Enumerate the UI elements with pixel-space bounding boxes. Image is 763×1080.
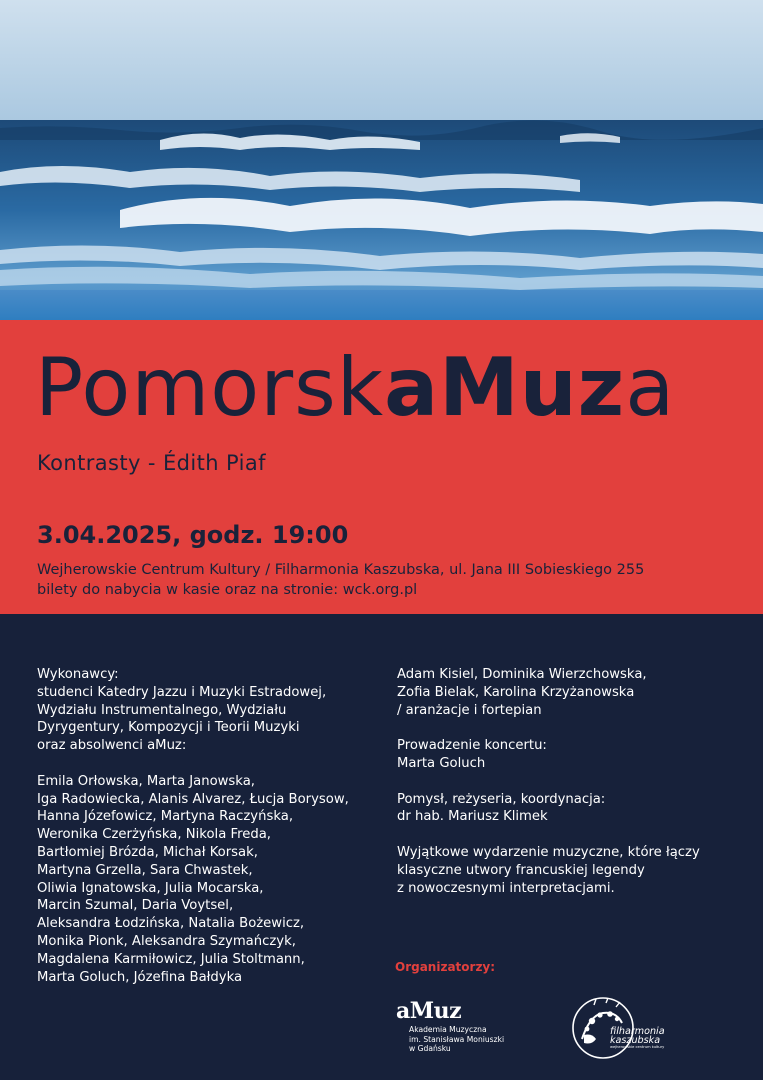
title-part-bold: aMuz <box>384 341 626 434</box>
text-line: Monika Pionk, Aleksandra Szymańczyk, <box>37 933 296 949</box>
event-venue <box>37 560 644 600</box>
text-line: Emila Orłowska, Marta Janowska, <box>37 773 255 789</box>
text-line: Iga Radowiecka, Alanis Alvarez, Łucja Borysow, <box>37 791 349 807</box>
text-line: Wydziału Instrumentalnego, Wydziału <box>37 702 287 718</box>
amuz-wordmark: aMuz <box>396 998 462 1024</box>
sea-waves-image <box>0 0 763 320</box>
text-line: kaszubska <box>610 1035 661 1046</box>
text-line: Akademia Muzyczna <box>409 1025 487 1034</box>
text-line: Marcin Szumal, Daria Voytsel, <box>37 898 234 914</box>
title-part-light-end: a <box>625 341 676 434</box>
text-line: im. Stanisława Moniuszki <box>409 1034 505 1044</box>
director-name: dr hab. Mariusz Klimek <box>397 809 548 825</box>
filharmonia-name <box>610 1027 665 1050</box>
text-line: studenci Katedry Jazzu i Muzyki Estradowej, <box>37 684 327 700</box>
text-line: Zofia Bielak, Karolina Krzyżanowska <box>397 684 635 700</box>
performers-names <box>37 773 349 987</box>
text-line: Oliwia Ignatowska, Julia Mocarska, <box>37 880 264 896</box>
director-label: Pomysł, reżyseria, koordynacja: <box>397 791 606 807</box>
text-line: wejherowskie centrum kultury <box>610 1045 665 1049</box>
credits-column <box>397 666 700 897</box>
event-datetime: 3.04.2025, godz. 19:00 <box>37 521 349 549</box>
event-title <box>35 341 676 434</box>
text-line: klasyczne utwory francuskiej legendy <box>397 862 645 878</box>
text-line: filharmonia <box>610 1026 665 1037</box>
text-line: Hanna Józefowicz, Martyna Raczyńska, <box>37 809 294 825</box>
event-description <box>397 844 700 897</box>
event-details <box>0 614 763 1080</box>
amuz-logo <box>396 1000 504 1054</box>
performers-intro <box>37 666 349 755</box>
text-line: w Gdańsku <box>409 1044 451 1054</box>
event-subtitle: Kontrasty - Édith Piaf <box>37 451 266 475</box>
text-line: Martyna Grzella, Sara Chwastek, <box>37 862 253 878</box>
filharmonia-logo <box>570 995 665 1065</box>
organizers-label: Organizatorzy: <box>395 960 496 974</box>
performers-column <box>37 666 349 986</box>
text-line: Wykonawcy: <box>37 667 119 682</box>
text-line: Bartłomiej Brózda, Michał Korsak, <box>37 844 258 860</box>
host-name: Marta Goluch <box>397 755 486 771</box>
event-header-band <box>0 320 763 614</box>
ticket-info: bilety do nabycia w kasie oraz na stronie: wck.org.pl <box>37 582 418 598</box>
host-label: Prowadzenie koncertu: <box>397 738 547 754</box>
sea-photo <box>0 0 763 320</box>
text-line: Adam Kisiel, Dominika Wierzchowska, <box>397 667 647 682</box>
text-line: Aleksandra Łodzińska, Natalia Bożewicz, <box>37 916 305 932</box>
arrangers <box>397 666 700 719</box>
text-line: / aranżacje i fortepian <box>397 702 542 718</box>
text-line: Marta Goluch, Józefina Bałdyka <box>37 969 243 985</box>
text-line: Magdalena Karmiłowicz, Julia Stoltmann, <box>37 951 305 967</box>
venue-address: Wejherowskie Centrum Kultury / Filharmonia Kaszubska, ul. Jana III Sobieskiego 255 <box>37 562 645 578</box>
text-line: z nowoczesnymi interpretacjami. <box>397 880 615 896</box>
text-line: oraz absolwenci aMuz: <box>37 738 187 754</box>
title-part-light: Pomorsk <box>35 341 385 434</box>
text-line: Weronika Czerżyńska, Nikola Freda, <box>37 827 271 843</box>
text-line: Wyjątkowe wydarzenie muzyczne, które łączy <box>397 844 700 860</box>
text-line: Dyrygentury, Kompozycji i Teorii Muzyki <box>37 720 300 736</box>
amuz-name <box>409 1025 504 1054</box>
